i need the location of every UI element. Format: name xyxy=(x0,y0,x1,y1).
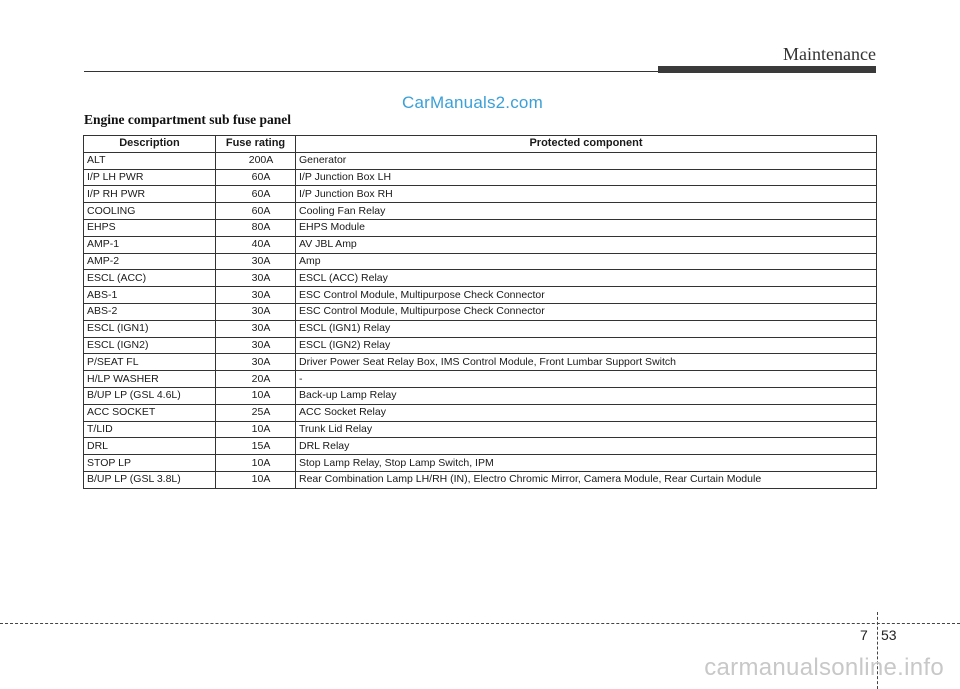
cell-fuse-rating: 10A xyxy=(216,421,296,438)
fuse-table xyxy=(83,135,877,489)
cell-protected-component: Trunk Lid Relay xyxy=(296,421,877,438)
chapter-number: 7 xyxy=(860,627,868,643)
cell-description: ABS-2 xyxy=(84,303,216,320)
cell-fuse-rating: 200A xyxy=(216,152,296,169)
cell-protected-component: Generator xyxy=(296,152,877,169)
cell-protected-component: ESCL (IGN1) Relay xyxy=(296,320,877,337)
page-number: 53 xyxy=(881,627,897,643)
table-row xyxy=(84,421,877,438)
cell-protected-component: Stop Lamp Relay, Stop Lamp Switch, IPM xyxy=(296,455,877,472)
cell-description: B/UP LP (GSL 3.8L) xyxy=(84,471,216,488)
cell-description: ABS-1 xyxy=(84,287,216,304)
cell-protected-component: Driver Power Seat Relay Box, IMS Control Module, Front Lumbar Support Switch xyxy=(296,354,877,371)
table-row xyxy=(84,203,877,220)
cell-protected-component: Amp xyxy=(296,253,877,270)
table-body xyxy=(84,152,877,488)
cell-fuse-rating: 30A xyxy=(216,270,296,287)
table-row xyxy=(84,186,877,203)
cell-fuse-rating: 30A xyxy=(216,287,296,304)
table-row xyxy=(84,253,877,270)
cell-protected-component: ESC Control Module, Multipurpose Check Connector xyxy=(296,303,877,320)
table-row xyxy=(84,387,877,404)
cell-description: ACC SOCKET xyxy=(84,404,216,421)
table-row xyxy=(84,219,877,236)
cell-fuse-rating: 25A xyxy=(216,404,296,421)
table-row xyxy=(84,371,877,388)
cell-description: ALT xyxy=(84,152,216,169)
cell-description: DRL xyxy=(84,438,216,455)
table-row xyxy=(84,354,877,371)
column-header-fuse-rating: Fuse rating xyxy=(216,136,296,153)
section-title: Maintenance xyxy=(783,44,876,64)
header-rule-bar xyxy=(658,66,876,73)
cell-fuse-rating: 10A xyxy=(216,471,296,488)
cell-description: H/LP WASHER xyxy=(84,371,216,388)
cell-fuse-rating: 80A xyxy=(216,219,296,236)
cell-fuse-rating: 30A xyxy=(216,253,296,270)
cell-description: AMP-2 xyxy=(84,253,216,270)
cell-description: ESCL (IGN2) xyxy=(84,337,216,354)
cell-description: T/LID xyxy=(84,421,216,438)
cell-protected-component: EHPS Module xyxy=(296,219,877,236)
cell-fuse-rating: 60A xyxy=(216,186,296,203)
cell-protected-component: ESCL (ACC) Relay xyxy=(296,270,877,287)
table-row xyxy=(84,169,877,186)
watermark-bottom[interactable]: carmanualsonline.info xyxy=(704,654,944,681)
cell-protected-component: I/P Junction Box LH xyxy=(296,169,877,186)
cell-fuse-rating: 30A xyxy=(216,303,296,320)
cell-fuse-rating: 60A xyxy=(216,203,296,220)
table-header-row xyxy=(84,136,877,153)
cell-protected-component: Back-up Lamp Relay xyxy=(296,387,877,404)
cell-description: I/P LH PWR xyxy=(84,169,216,186)
cell-fuse-rating: 40A xyxy=(216,236,296,253)
cell-description: I/P RH PWR xyxy=(84,186,216,203)
table-row xyxy=(84,455,877,472)
cell-fuse-rating: 30A xyxy=(216,337,296,354)
cell-protected-component: ACC Socket Relay xyxy=(296,404,877,421)
table-row xyxy=(84,152,877,169)
table-row xyxy=(84,320,877,337)
cell-fuse-rating: 20A xyxy=(216,371,296,388)
cell-protected-component: Rear Combination Lamp LH/RH (IN), Electro Chromic Mirror, Camera Module, Rear Curtain Module xyxy=(296,471,877,488)
column-header-protected-component: Protected component xyxy=(296,136,877,153)
cell-protected-component: DRL Relay xyxy=(296,438,877,455)
cell-description: B/UP LP (GSL 4.6L) xyxy=(84,387,216,404)
cell-description: ESCL (ACC) xyxy=(84,270,216,287)
cell-description: EHPS xyxy=(84,219,216,236)
cell-protected-component: ESCL (IGN2) Relay xyxy=(296,337,877,354)
cell-description: COOLING xyxy=(84,203,216,220)
cell-description: ESCL (IGN1) xyxy=(84,320,216,337)
cell-fuse-rating: 60A xyxy=(216,169,296,186)
cell-description: P/SEAT FL xyxy=(84,354,216,371)
column-header-description: Description xyxy=(84,136,216,153)
footer-dashed-line xyxy=(0,623,960,624)
cell-fuse-rating: 10A xyxy=(216,387,296,404)
cell-description: STOP LP xyxy=(84,455,216,472)
table-row xyxy=(84,404,877,421)
cell-fuse-rating: 15A xyxy=(216,438,296,455)
cell-protected-component: AV JBL Amp xyxy=(296,236,877,253)
cell-fuse-rating: 30A xyxy=(216,354,296,371)
cell-fuse-rating: 10A xyxy=(216,455,296,472)
table-caption: Engine compartment sub fuse panel xyxy=(84,112,292,127)
table-row xyxy=(84,236,877,253)
header-rule xyxy=(84,71,658,72)
cell-protected-component: - xyxy=(296,371,877,388)
table-row xyxy=(84,287,877,304)
watermark-top[interactable]: CarManuals2.com xyxy=(402,93,543,112)
table-row xyxy=(84,337,877,354)
cell-protected-component: I/P Junction Box RH xyxy=(296,186,877,203)
cell-description: AMP-1 xyxy=(84,236,216,253)
cell-protected-component: Cooling Fan Relay xyxy=(296,203,877,220)
table-row xyxy=(84,270,877,287)
cell-fuse-rating: 30A xyxy=(216,320,296,337)
table-row xyxy=(84,438,877,455)
table-row xyxy=(84,471,877,488)
cell-protected-component: ESC Control Module, Multipurpose Check Connector xyxy=(296,287,877,304)
table-row xyxy=(84,303,877,320)
